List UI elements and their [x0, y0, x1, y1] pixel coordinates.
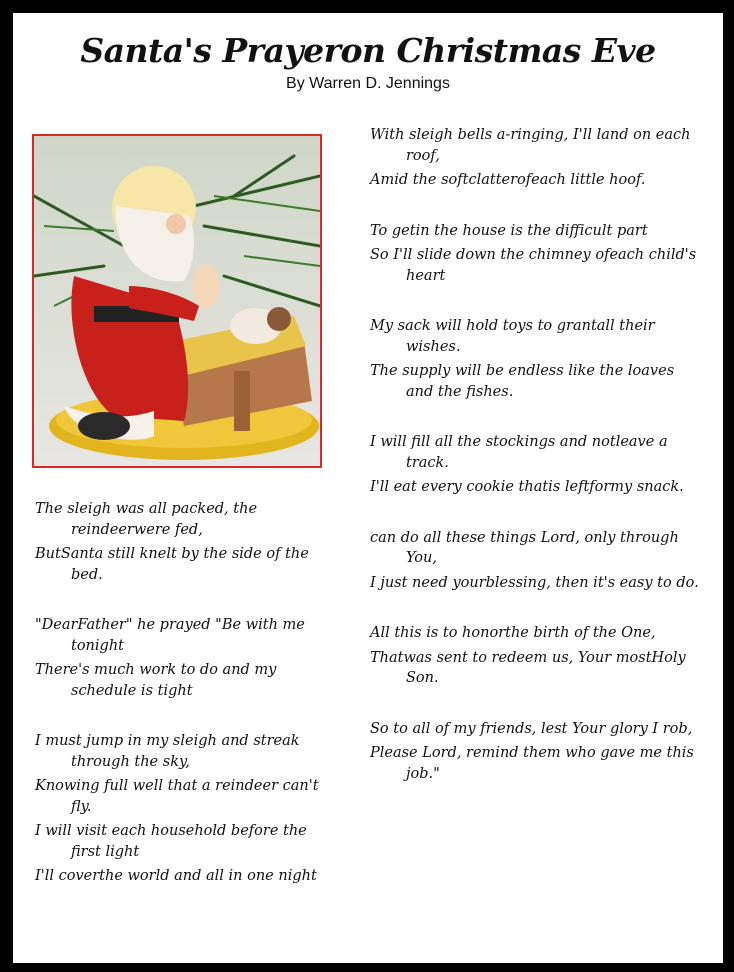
poem-page [13, 13, 723, 963]
poem-line: I will fill all the stockings and notleave a track. [370, 434, 668, 471]
poem-line: I must jump in my sleigh and streak through the sky, [35, 733, 300, 770]
poem-line: So I'll slide down the chimney ofeach child's heart [370, 247, 697, 284]
poem-line: The sleigh was all packed, the reindeerwere fed, [35, 501, 258, 538]
poem-line: I'll coverthe world and all in one night [35, 868, 317, 884]
poem-author: By Warren D. Jennings [286, 75, 450, 92]
poem-line: Amid the softclatterofeach little hoof. [370, 172, 646, 188]
poem-title: Santa's Prayeron Christmas Eve [80, 31, 656, 70]
poem-line: The supply will be endless like the loaves and the fishes. [370, 363, 675, 400]
poem-line: So to all of my friends, lest Your glory I rob, [370, 720, 693, 737]
poem-left-column [35, 499, 320, 891]
santa-figurine-photo [32, 134, 322, 468]
poem-line: All this is to honorthe birth of the One, [370, 625, 656, 641]
poem-line: Knowing full well that a reindeer can't fly. [35, 778, 319, 815]
poem-line: Thatwas sent to redeem us, Your mostHoly Son. [370, 649, 686, 686]
poem-line: I will visit each household before the first light [35, 823, 307, 860]
poem-line: My sack will hold toys to grantall their wishes. [370, 318, 655, 355]
poem-line: There's much work to do and my schedule is tight [35, 662, 277, 699]
kneeling-santa-icon [34, 136, 320, 466]
poem-line: ButSanta still knelt by the side of the bed. [35, 546, 309, 583]
poem-line: With sleigh bells a-ringing, I'll land on each roof, [370, 127, 691, 164]
poem-line: Please Lord, remind them who gave me this job." [370, 745, 694, 782]
poem-line: "DearFather" he prayed "Be with me tonight [35, 617, 305, 654]
poem-right-column [370, 125, 700, 788]
poem-line: I just need yourblessing, then it's easy to do. [370, 574, 699, 591]
poem-line: I'll eat every cookie thatis leftformy snack. [370, 479, 684, 495]
poem-line: To getin the house is the difficult part [370, 222, 648, 239]
poem-line: can do all these things Lord, only through You, [370, 529, 679, 566]
